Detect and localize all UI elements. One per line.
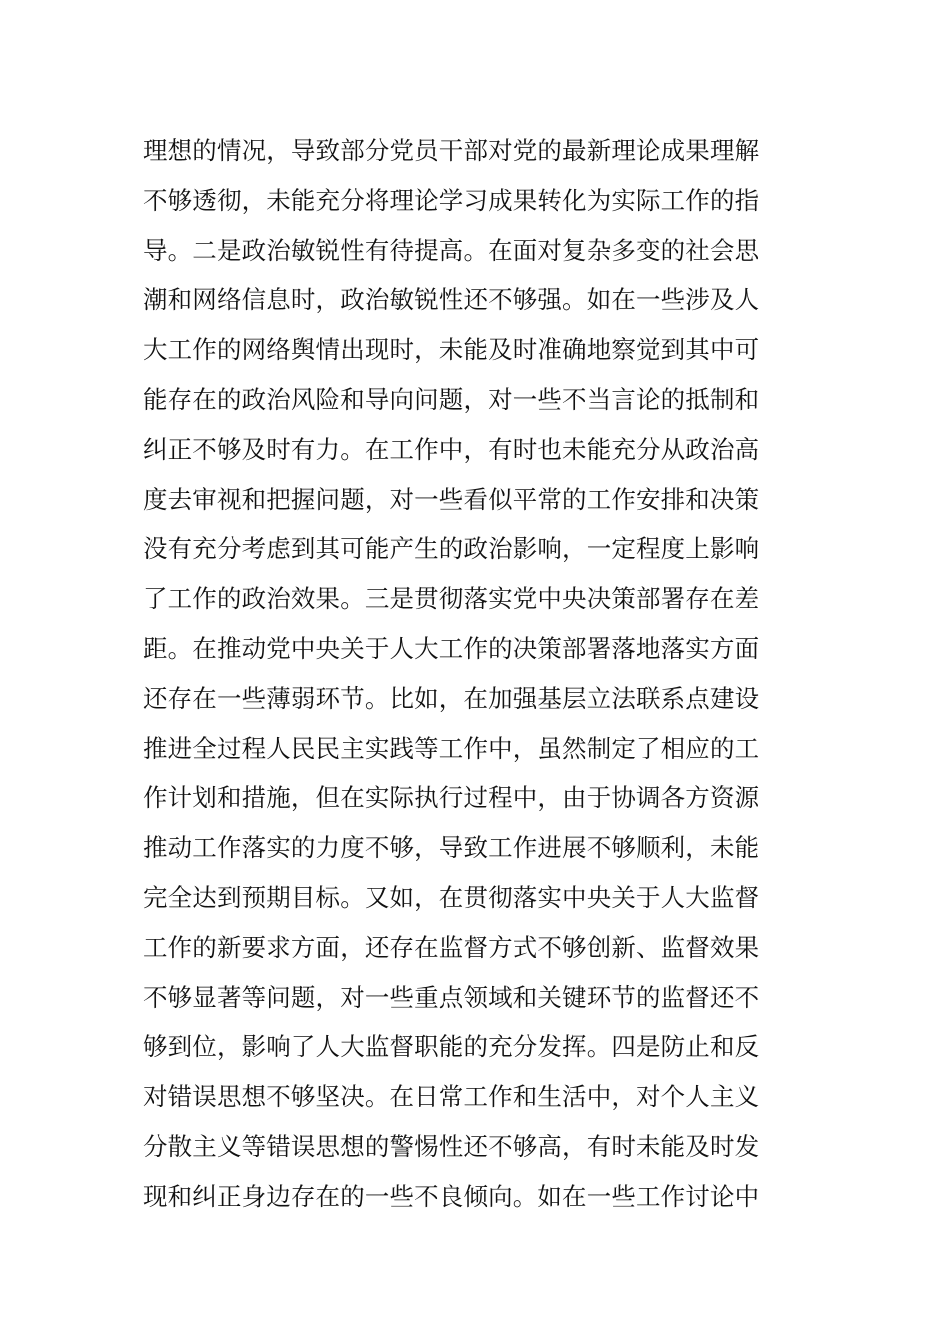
text-line: 完全达到预期目标。又如，在贯彻落实中央关于人大监督 (143, 882, 760, 912)
text-line: 不够显著等问题，对一些重点领域和关键环节的监督还不 (143, 982, 760, 1012)
text-line: 了工作的政治效果。三是贯彻落实党中央决策部署存在差 (143, 584, 760, 614)
text-line: 潮和网络信息时，政治敏锐性还不够强。如在一些涉及人 (143, 285, 760, 315)
body-text (143, 126, 813, 1222)
text-line: 大工作的网络舆情出现时，未能及时准确地察觉到其中可 (143, 335, 760, 365)
text-line: 够到位，影响了人大监督职能的充分发挥。四是防止和反 (143, 1032, 760, 1062)
text-line: 分散主义等错误思想的警惕性还不够高，有时未能及时发 (143, 1131, 760, 1161)
text-line: 没有充分考虑到其可能产生的政治影响，一定程度上影响 (143, 534, 760, 564)
text-line: 对错误思想不够坚决。在日常工作和生活中，对个人主义 (143, 1082, 760, 1112)
text-line: 导。二是政治敏锐性有待提高。在面对复杂多变的社会思 (143, 235, 760, 265)
text-line: 理想的情况，导致部分党员干部对党的最新理论成果理解 (143, 136, 760, 165)
text-line: 还存在一些薄弱环节。比如，在加强基层立法联系点建设 (143, 683, 760, 713)
text-line: 能存在的政治风险和导向问题，对一些不当言论的抵制和 (143, 384, 760, 414)
text-line: 纠正不够及时有力。在工作中，有时也未能充分从政治高 (143, 434, 760, 464)
text-line: 作计划和措施，但在实际执行过程中，由于协调各方资源 (143, 783, 760, 813)
text-line: 现和纠正身边存在的一些不良倾向。如在一些工作讨论中 (143, 1181, 760, 1211)
text-line: 度去审视和把握问题，对一些看似平常的工作安排和决策 (143, 484, 760, 514)
text-line: 工作的新要求方面，还存在监督方式不够创新、监督效果 (143, 932, 760, 962)
text-line: 距。在推动党中央关于人大工作的决策部署落地落实方面 (143, 633, 760, 663)
text-line: 推进全过程人民民主实践等工作中，虽然制定了相应的工 (143, 733, 760, 763)
text-line: 不够透彻，未能充分将理论学习成果转化为实际工作的指 (143, 185, 760, 215)
text-line: 推动工作落实的力度不够，导致工作进展不够顺利，未能 (143, 833, 760, 863)
